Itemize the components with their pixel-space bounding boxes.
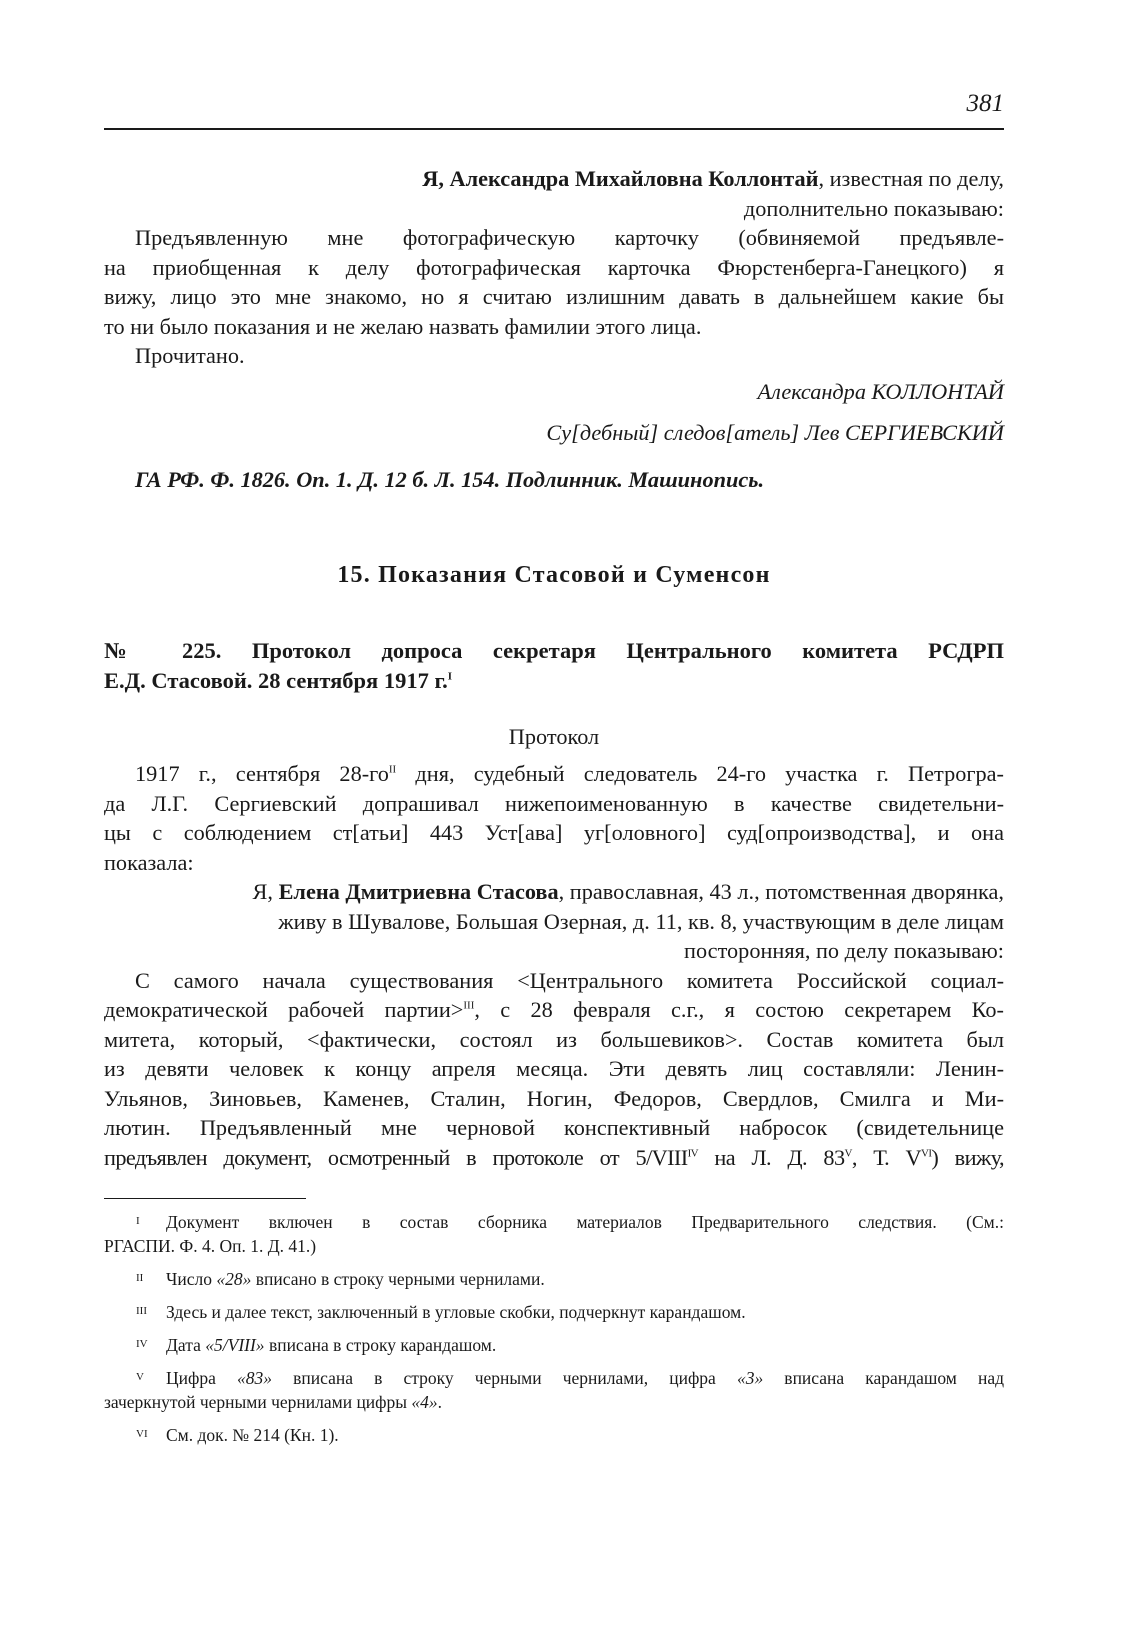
footnote-ref: II	[388, 763, 397, 776]
footnote-ref: III	[463, 999, 475, 1012]
protocol-line: цы с соблюдением ст[атьи] 443 Уст[ава] уг[оловного] суд[опроизводства], и она	[104, 820, 1004, 845]
testimony-line: митета, который, <фактически, состоял из большевиков>. Состав комитета был	[104, 1026, 1004, 1052]
footnote-rule	[104, 1198, 306, 1199]
protocol-line: да Л.Г. Сергиевский допрашивал нижепоименованную в качестве свидетельни-	[104, 790, 1004, 816]
kollontai-block	[104, 164, 1004, 494]
testimony-line: из девяти человек к концу апреля месяца. Эти девять лиц составляли: Ленин-	[104, 1056, 1004, 1081]
stasova-name: Елена Дмитриевна Стасова	[278, 879, 559, 904]
section-title: 15. Показания Стасовой и Суменсон	[337, 562, 771, 588]
kollontai-intro-line2: дополнительно показываю:	[743, 195, 1004, 221]
document-title-line2: Е.Д. Стасовой. 28 сентября 1917 г.$^I$	[104, 668, 453, 693]
kollontai-para-line: вижу, лицо это мне знакомо, но я считаю излишним давать в дальнейшем какие бы	[104, 284, 1004, 309]
page-number: 381	[966, 90, 1004, 117]
stasova-intro-line: посторонняя, по делу показываю:	[684, 938, 1004, 963]
footnote: IV Дата «5/VIII» вписана в строку карандашом.	[136, 1335, 497, 1355]
footnote: V Цифра «83» вписана в строку черными чернилами, цифра «3» вписана карандашом над	[136, 1368, 1004, 1388]
kollontai-para-line: Предъявленную мне фотографическую карточку (обвиняемой предъявле-	[135, 225, 1004, 250]
footnote-ref: IV	[687, 1147, 698, 1160]
protocol-block	[104, 759, 1004, 1172]
testimony-line: предъявлен документ, осмотренный в протоколе от $5/VIII^{IV}$ на Л. Д. $83^V$, Т. $V^{VI}$) вижу,	[104, 1144, 1004, 1170]
kollontai-para-line: то ни было показания и не желаю назвать фамилии этого лица.	[104, 313, 702, 339]
stasova-intro-line: живу в Шувалове, Большая Озерная, д. 11, кв. 8, участвующим в деле лицам	[278, 908, 1004, 934]
footnote-ref: VI	[920, 1147, 932, 1160]
footnote-ref: V	[844, 1147, 852, 1160]
protocol-line: показала:	[104, 849, 194, 875]
protocol-heading: Протокол	[508, 724, 600, 749]
signature-kollontai: Александра КОЛЛОНТАЙ	[757, 378, 1004, 404]
footnote-ref: I	[447, 670, 453, 683]
footnotes	[104, 1210, 1004, 1447]
protocol-line: 1917 г., сентября $28-го^{II}$ дня, судебный следователь 24-го участка г. Петрогра-	[135, 761, 1004, 786]
footnote: VI См. док. № 214 (Кн. 1).	[136, 1425, 339, 1445]
kollontai-intro: Я, Александра Михайловна Коллонтай, известная по делу,	[422, 166, 1004, 191]
footnote: I Документ включен в состав сборника материалов Предварительного следствия. (См.:	[136, 1212, 1004, 1232]
testimony-line: лютин. Предъявленный мне черновой конспективный набросок (свидетельнице	[104, 1115, 1004, 1140]
header-rule	[104, 128, 1004, 130]
kollontai-name: Я, Александра Михайловна Коллонтай	[422, 166, 819, 191]
archive-reference: ГА РФ. Ф. 1826. Оп. 1. Д. 12 б. Л. 154. Подлинник. Машинопись.	[135, 466, 765, 492]
footnote: III Здесь и далее текст, заключенный в угловые скобки, подчеркнут карандашом.	[136, 1302, 746, 1322]
testimony-line: демократической рабочей партии>$^{III}$, с 28 февраля с.г., я состою секретарем Ко-	[104, 997, 1004, 1022]
testimony-line: С самого начала существования <Центрального комитета Российской социал-	[135, 967, 1004, 993]
signature-sergievsky: Су[дебный] следов[атель] Лев СЕРГИЕВСКИЙ	[546, 420, 1004, 445]
footnote-line: зачеркнутой черными чернилами цифры «4».	[104, 1392, 443, 1412]
testimony-line: Ульянов, Зиновьев, Каменев, Сталин, Ногин, Федоров, Свердлов, Смилга и Ми-	[104, 1085, 1004, 1111]
document-title-line1: № 225. Протокол допроса секретаря Центрального комитета РСДРП	[104, 638, 1004, 663]
document-title	[104, 636, 1004, 696]
kollontai-para-line: на приобщенная к делу фотографическая карточка Фюрстенберга-Ганецкого) я	[104, 254, 1004, 280]
read-note: Прочитано.	[135, 343, 245, 368]
stasova-intro: Я, Елена Дмитриевна Стасова, православная, 43 л., потомственная дворянка,	[252, 879, 1004, 904]
footnote: II Число «28» вписано в строку черными чернилами.	[136, 1269, 545, 1289]
footnote-line: РГАСПИ. Ф. 4. Оп. 1. Д. 41.)	[104, 1236, 317, 1256]
